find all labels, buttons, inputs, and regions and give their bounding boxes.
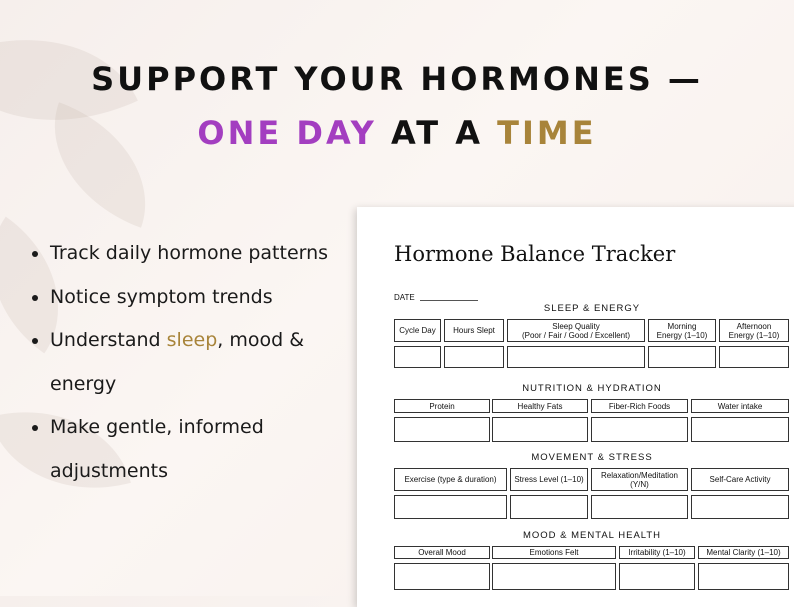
header-text: Afternoon [736,321,772,331]
entry-irritability[interactable] [619,563,695,590]
header-text: Sleep Quality [552,321,600,331]
tracker-title: Hormone Balance Tracker [394,242,676,266]
benefit-item-continued [30,363,360,407]
section-title-movement: MOVEMENT & STRESS [531,452,653,463]
header-protein: Protein [394,399,490,413]
entry-fiber-rich-foods[interactable] [591,417,688,442]
header-subtext: (Y/N) [630,479,649,489]
section-title-sleep: SLEEP & ENERGY [543,303,641,314]
benefit-text: , mood & [217,329,305,351]
header-subtext: (Poor / Fair / Good / Excellent) [521,330,631,340]
header-overall-mood: Overall Mood [394,546,490,559]
header-morning-energy [648,319,716,342]
benefit-text: Track daily hormone patterns [50,242,329,264]
tracker-sheet [357,207,794,607]
header-relaxation-meditation [591,468,688,491]
header-fiber-rich-foods: Fiber-Rich Foods [591,399,688,413]
benefit-item [30,276,360,320]
benefit-text: Notice symptom trends [50,285,273,308]
header-afternoon-energy [719,319,789,342]
benefit-text: Make gentle, informed [50,416,264,438]
entry-self-care-activity[interactable] [691,495,789,519]
entry-relaxation-meditation[interactable] [591,495,688,519]
benefit-item-continued [30,450,360,494]
bullet-dot-icon [32,251,38,257]
entry-sleep-quality[interactable] [507,346,645,368]
entry-cycle-day[interactable] [394,346,441,368]
entry-hours-slept[interactable] [444,346,504,368]
entry-overall-mood[interactable] [394,563,490,590]
date-label: DATE [394,293,415,302]
entry-stress-level[interactable] [510,495,588,519]
entry-emotions-felt[interactable] [492,563,616,590]
benefit-item [30,319,360,363]
date-line[interactable] [420,300,478,301]
header-subtext: Energy (1–10) [656,330,708,340]
header-subtext: Energy (1–10) [728,330,780,340]
headline-time: TIME [497,114,597,152]
header-hours-slept: Hours Slept [444,319,504,342]
entry-morning-energy[interactable] [648,346,716,368]
headline-at-a: AT A [376,114,498,152]
entry-exercise[interactable] [394,495,507,519]
bullet-dot-icon [32,338,38,344]
header-sleep-quality [507,319,645,342]
headline-one-day: ONE DAY [197,114,377,152]
benefit-text: Understand [50,329,167,351]
header-emotions-felt: Emotions Felt [492,546,616,559]
benefits-list [30,232,360,493]
header-healthy-fats: Healthy Fats [492,399,588,413]
header-text: Relaxation/Meditation [601,470,678,480]
entry-protein[interactable] [394,417,490,442]
headline-line-2 [0,114,794,152]
bullet-dot-icon [32,295,38,301]
benefit-highlight: sleep [166,329,218,351]
header-irritability: Irritability (1–10) [619,546,695,559]
entry-water-intake[interactable] [691,417,789,442]
section-title-nutrition: NUTRITION & HYDRATION [522,383,662,394]
benefit-text: adjustments [50,459,168,482]
entry-healthy-fats[interactable] [492,417,588,442]
entry-mental-clarity[interactable] [698,563,789,590]
header-stress-level: Stress Level (1–10) [510,468,588,491]
header-cycle-day: Cycle Day [394,319,441,342]
header-self-care-activity: Self-Care Activity [691,468,789,491]
benefit-item [30,232,360,276]
header-water-intake: Water intake [691,399,789,413]
headline-line-1: SUPPORT YOUR HORMONES — [91,60,703,98]
benefit-text: energy [50,372,117,395]
header-mental-clarity: Mental Clarity (1–10) [698,546,789,559]
header-exercise: Exercise (type & duration) [394,468,507,491]
section-title-mood: MOOD & MENTAL HEALTH [522,530,662,541]
header-text: Morning [667,321,697,331]
benefit-item [30,406,360,450]
bullet-dot-icon [32,425,38,431]
entry-afternoon-energy[interactable] [719,346,789,368]
